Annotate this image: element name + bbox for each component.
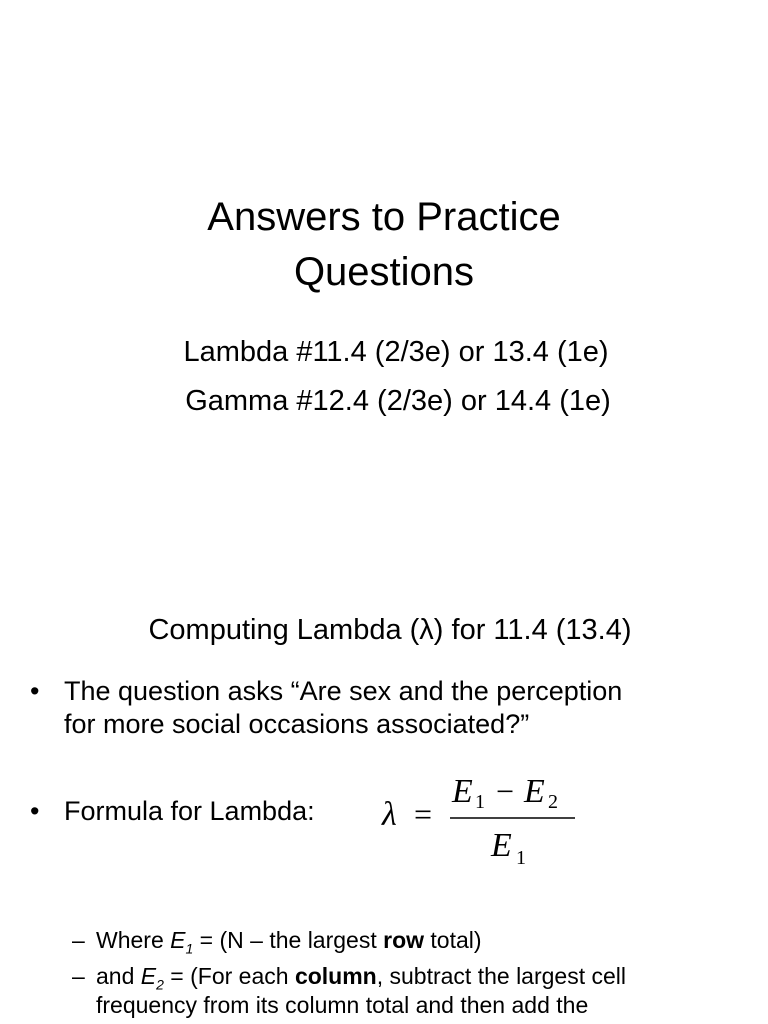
title-line-2: Questions xyxy=(293,250,475,294)
sub1-bold: row xyxy=(383,927,425,953)
bullet-question xyxy=(30,675,750,745)
bullet-formula xyxy=(30,795,390,831)
slide-title-heading xyxy=(0,190,768,300)
formula-denominator-sub1: 1 xyxy=(516,847,526,869)
sub-bullet-dash: – xyxy=(72,963,85,989)
sub-bullet-dash: – xyxy=(72,927,85,953)
formula-numerator-e1: E xyxy=(452,773,473,810)
bullet-formula-label: Formula for Lambda: xyxy=(64,796,315,826)
formula-equals: = xyxy=(414,796,433,832)
sub1-mid: = (N – the largest xyxy=(193,927,384,953)
sub1-subscript: 1 xyxy=(185,940,194,957)
title-line-1: Answers to Practice xyxy=(207,195,561,239)
sub-bullet-e2-text xyxy=(96,962,626,991)
bullet-question-line-1: The question asks “Are sex and the perception xyxy=(64,676,623,706)
bullet-question-line-2: for more social occasions associated?” xyxy=(64,709,530,739)
formula-denominator-e1: E xyxy=(491,827,512,864)
sub2-mid: = (For each xyxy=(163,963,295,989)
sub1-end: total) xyxy=(424,927,482,953)
slide-2-heading: Computing Lambda (λ) for 11.4 (13.4) xyxy=(148,614,632,646)
bullet-question-text xyxy=(64,675,622,741)
lambda-formula-svg xyxy=(378,768,588,873)
bullet-dot: • xyxy=(30,676,40,706)
sub2-prefix: and xyxy=(96,963,141,989)
formula-numerator-sub2: 2 xyxy=(548,791,558,813)
formula-minus: − xyxy=(496,773,515,809)
sub-bullet-e1-text xyxy=(96,926,482,955)
sub2-bold: column xyxy=(294,963,377,989)
sub2-var: E xyxy=(140,963,157,989)
formula-numerator-e2: E xyxy=(524,773,545,810)
sub-bullet-e2-line-2: frequency from its column total and then add the xyxy=(96,992,589,1018)
formula-lambda: λ xyxy=(382,796,397,833)
formula-numerator-sub1: 1 xyxy=(475,791,485,813)
sub2-end: , subtract the largest cell xyxy=(376,963,627,989)
lambda-formula xyxy=(378,768,588,873)
subtitle-gamma: Gamma #12.4 (2/3e) or 14.4 (1e) xyxy=(185,385,611,417)
sub1-prefix: Where xyxy=(96,927,171,953)
subtitle-lambda: Lambda #11.4 (2/3e) or 13.4 (1e) xyxy=(183,336,609,368)
sub1-var: E xyxy=(170,927,186,953)
sub2-subscript: 2 xyxy=(156,976,164,993)
bullet-dot: • xyxy=(30,796,40,826)
